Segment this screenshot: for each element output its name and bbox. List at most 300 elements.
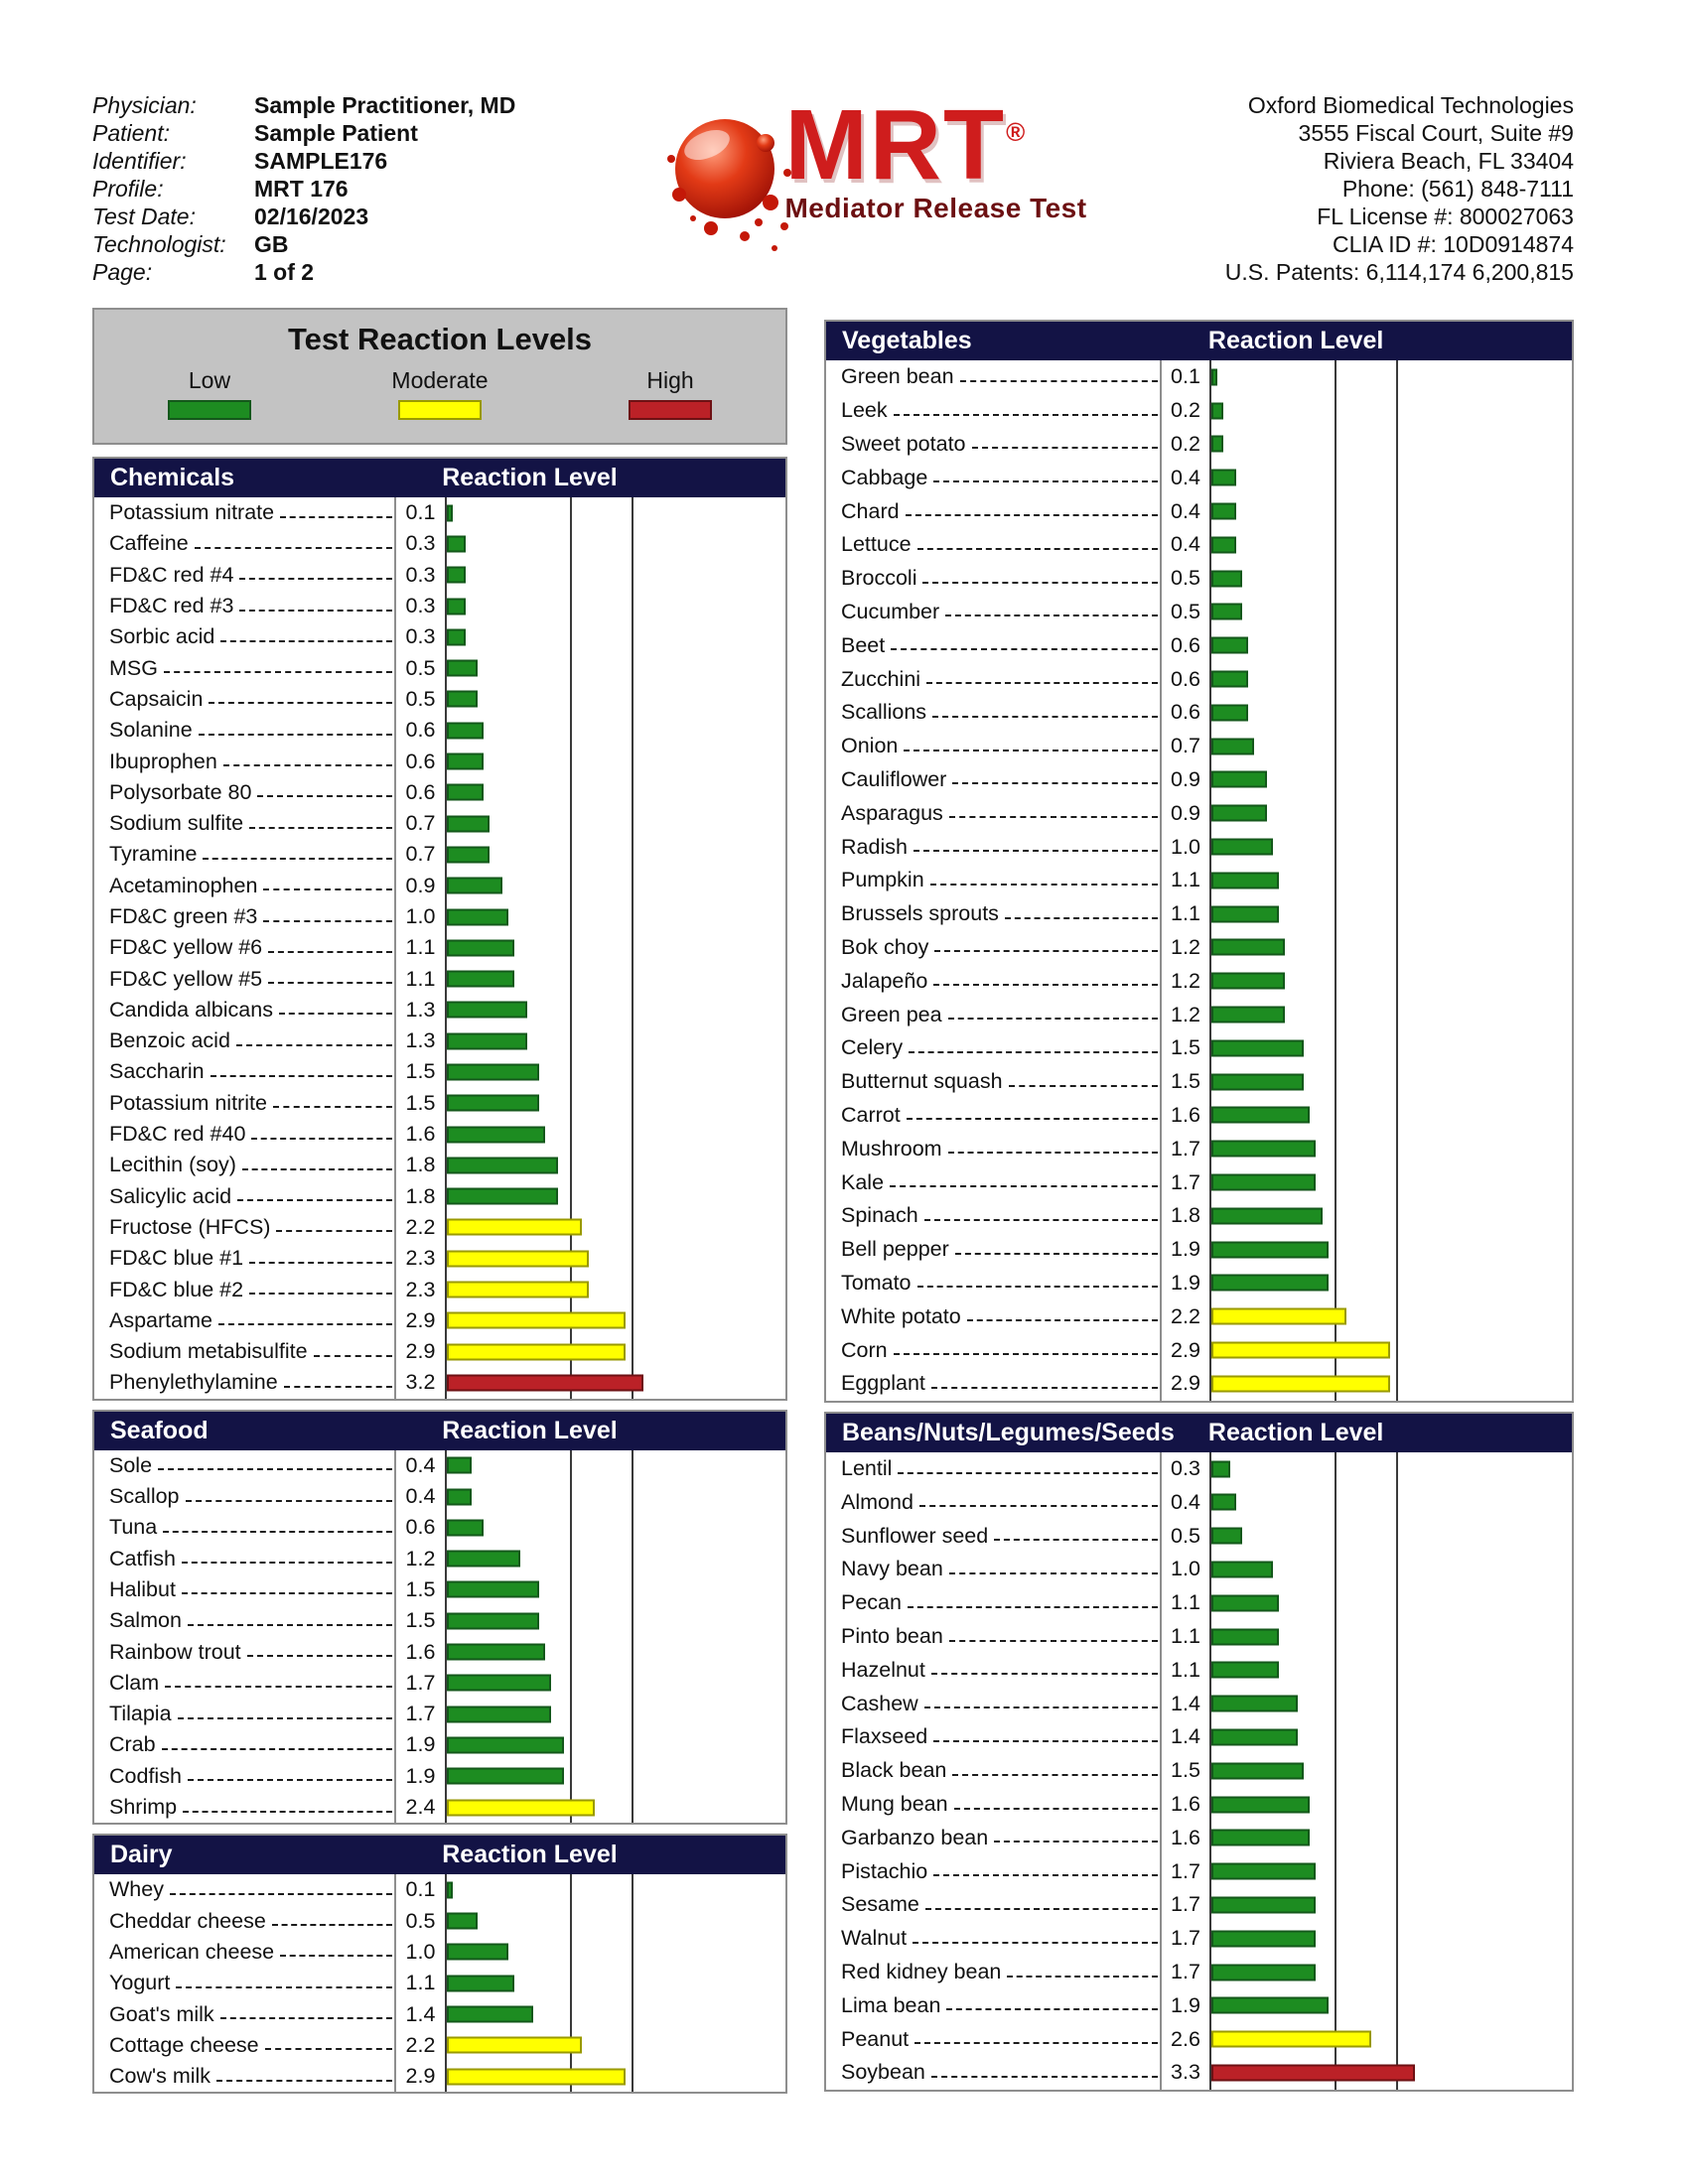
category-section — [92, 1834, 787, 2094]
section-header — [94, 1836, 785, 1874]
item-bar-area — [1211, 360, 1572, 394]
item-name-cell — [94, 2002, 394, 2027]
item-name: Zucchini — [841, 666, 921, 691]
item-name-cell — [826, 633, 1160, 658]
item-bar-area — [447, 932, 785, 963]
item-value: 1.6 — [1160, 1788, 1211, 1822]
dashed-leader — [251, 1138, 392, 1140]
item-name-cell — [826, 801, 1160, 826]
dashed-leader — [220, 640, 392, 642]
item-row — [94, 715, 785, 746]
item-name-cell — [826, 1371, 1160, 1396]
dashed-leader — [239, 578, 392, 580]
dashed-leader — [164, 671, 392, 673]
item-bar-area — [1211, 1267, 1572, 1300]
item-name: Saccharin — [109, 1059, 205, 1084]
item-name: Beet — [841, 632, 886, 657]
reaction-bar — [1211, 839, 1273, 856]
item-row — [826, 1620, 1572, 1654]
reaction-bar — [447, 1706, 551, 1722]
item-row — [826, 964, 1572, 998]
item-name: Walnut — [841, 1926, 908, 1951]
item-bar-area — [1211, 1956, 1572, 1989]
item-name: Yogurt — [109, 1971, 171, 1995]
item-name: Spinach — [841, 1203, 918, 1228]
item-bar-area — [447, 1668, 785, 1699]
reaction-bar — [447, 660, 478, 677]
item-value: 1.5 — [394, 1574, 447, 1605]
item-row — [94, 777, 785, 808]
item-name-cell — [826, 1170, 1160, 1195]
item-row — [826, 1165, 1572, 1199]
dashed-leader — [273, 1106, 392, 1108]
dashed-leader — [284, 1386, 392, 1388]
item-name-cell — [94, 1909, 394, 1934]
reaction-bar — [1211, 973, 1285, 990]
item-name: Shrimp — [109, 1795, 178, 1820]
item-value: 2.6 — [1160, 2022, 1211, 2056]
dashed-leader — [891, 648, 1158, 650]
reaction-bar — [447, 691, 478, 708]
item-name-cell — [826, 398, 1160, 423]
item-bar-area — [447, 901, 785, 932]
item-value: 1.0 — [394, 1937, 447, 1968]
reaction-bar — [1211, 1174, 1316, 1191]
reaction-bar — [447, 722, 484, 739]
mrt-logo — [653, 89, 1087, 271]
item-name-cell — [826, 499, 1160, 524]
item-value: 0.3 — [394, 591, 447, 621]
item-value: 2.3 — [394, 1274, 447, 1304]
item-name-cell — [94, 687, 394, 712]
item-name-cell — [94, 1640, 394, 1665]
reaction-bar — [1211, 671, 1248, 688]
item-name-cell — [826, 901, 1160, 926]
item-bar-area — [447, 963, 785, 994]
reaction-bar — [447, 2037, 582, 2054]
item-value: 2.2 — [1160, 1299, 1211, 1333]
item-value: 1.6 — [394, 1119, 447, 1150]
reaction-bar — [447, 1799, 595, 1816]
category-section — [824, 1412, 1574, 2092]
item-row — [94, 1274, 785, 1304]
item-name-cell — [826, 1203, 1160, 1228]
section-rows — [826, 360, 1572, 1401]
item-name: Garbanzo bean — [841, 1825, 989, 1849]
item-row — [826, 1099, 1572, 1133]
item-value: 1.5 — [1160, 1065, 1211, 1099]
dashed-leader — [1005, 917, 1158, 919]
dashed-leader — [934, 950, 1158, 952]
dashed-leader — [932, 716, 1158, 718]
reaction-bar — [1211, 536, 1236, 553]
dashed-leader — [183, 1811, 392, 1813]
item-name: Solanine — [109, 718, 193, 743]
item-row — [94, 497, 785, 528]
dashed-leader — [972, 447, 1158, 449]
item-value: 1.7 — [1160, 1854, 1211, 1888]
reaction-bar — [1211, 1863, 1316, 1880]
item-bar-area — [447, 1367, 785, 1398]
item-row — [94, 1792, 785, 1823]
dashed-leader — [994, 1841, 1158, 1843]
dashed-leader — [280, 516, 392, 518]
reaction-bar — [1211, 1375, 1390, 1392]
item-value: 1.3 — [394, 1025, 447, 1056]
item-bar-area — [447, 1729, 785, 1760]
lab-contact-block — [1225, 91, 1574, 286]
patient-info-row — [92, 91, 515, 119]
item-name-cell — [826, 1692, 1160, 1716]
item-value: 1.2 — [1160, 964, 1211, 998]
item-value: 0.2 — [1160, 428, 1211, 462]
reaction-bar — [447, 971, 514, 988]
item-bar-area — [447, 1150, 785, 1180]
item-name: Bell pepper — [841, 1237, 949, 1262]
dashed-leader — [924, 1219, 1158, 1221]
item-row — [94, 901, 785, 932]
item-value: 0.1 — [394, 497, 447, 528]
item-bar-area — [447, 497, 785, 528]
item-name-cell — [826, 1456, 1160, 1481]
item-bar-area — [1211, 1452, 1572, 1486]
item-value: 1.6 — [1160, 1099, 1211, 1133]
dashed-leader — [933, 984, 1158, 986]
reaction-level-header: Reaction Level — [442, 464, 618, 491]
item-row — [94, 1243, 785, 1274]
dashed-leader — [948, 1152, 1158, 1154]
dashed-leader — [176, 1986, 392, 1988]
item-bar-area — [1211, 1367, 1572, 1401]
item-bar-area — [1211, 964, 1572, 998]
item-bar-area — [1211, 1988, 1572, 2022]
item-name: FD&C blue #1 — [109, 1246, 244, 1271]
item-name-cell — [94, 1246, 394, 1271]
item-row — [94, 1305, 785, 1336]
item-value: 0.5 — [394, 652, 447, 683]
patient-info-row — [92, 175, 515, 203]
item-bar-area — [447, 1874, 785, 1905]
left-column — [92, 308, 787, 2094]
item-name-cell — [826, 1724, 1160, 1749]
item-name-cell — [94, 1577, 394, 1602]
item-row — [94, 808, 785, 839]
item-value: 2.9 — [394, 1336, 447, 1367]
item-value: 0.9 — [394, 871, 447, 901]
item-bar-area — [1211, 461, 1572, 494]
item-value: 1.0 — [1160, 830, 1211, 864]
report-body — [92, 308, 1574, 2094]
item-name: Jalapeño — [841, 968, 928, 993]
item-name-cell — [94, 1515, 394, 1540]
item-row — [826, 1821, 1572, 1854]
item-name: Tuna — [109, 1515, 158, 1540]
dashed-leader — [933, 1740, 1158, 1742]
item-row — [826, 428, 1572, 462]
item-name-cell — [826, 767, 1160, 792]
item-value: 2.9 — [394, 2061, 447, 2092]
dashed-leader — [237, 1199, 392, 1201]
section-title: Vegetables — [842, 327, 972, 354]
item-value: 1.9 — [394, 1761, 447, 1792]
item-bar-area — [1211, 1922, 1572, 1956]
item-name-cell — [94, 967, 394, 992]
item-row — [94, 1605, 785, 1636]
item-name-cell — [826, 532, 1160, 557]
dashed-leader — [946, 2008, 1158, 2010]
item-value: 1.6 — [1160, 1821, 1211, 1854]
reaction-bar — [1211, 503, 1236, 520]
item-value: 1.3 — [394, 995, 447, 1025]
item-value: 0.7 — [1160, 730, 1211, 763]
item-name-cell — [94, 998, 394, 1023]
item-name-cell — [94, 1547, 394, 1571]
item-name-cell — [94, 1122, 394, 1147]
item-row — [826, 1065, 1572, 1099]
item-value: 1.1 — [394, 932, 447, 963]
item-bar-area — [1211, 796, 1572, 830]
reaction-bar — [447, 1095, 539, 1112]
legend-box — [92, 308, 787, 445]
item-bar-area — [1211, 1653, 1572, 1687]
dashed-leader — [952, 1774, 1158, 1776]
item-row — [826, 494, 1572, 528]
lab-contact-line: U.S. Patents: 6,114,174 6,200,815 — [1224, 259, 1574, 285]
dashed-leader — [931, 1673, 1158, 1675]
reaction-level-header: Reaction Level — [442, 1841, 618, 1869]
item-name: Cashew — [841, 1691, 918, 1715]
dashed-leader — [904, 750, 1158, 751]
item-value: 0.9 — [1160, 763, 1211, 797]
item-name-cell — [94, 904, 394, 929]
item-value: 0.5 — [394, 1905, 447, 1936]
reaction-bar — [447, 1975, 514, 1991]
registered-mark: ® — [1006, 117, 1026, 147]
item-value: 1.6 — [394, 1636, 447, 1667]
dashed-leader — [931, 1387, 1158, 1389]
item-name: Pumpkin — [841, 868, 924, 892]
item-row — [94, 995, 785, 1025]
item-row — [826, 562, 1572, 596]
legend-level — [94, 367, 325, 420]
item-name: Clam — [109, 1670, 160, 1695]
item-name: Hazelnut — [841, 1657, 925, 1682]
item-name-cell — [94, 842, 394, 867]
patient-info-row — [92, 258, 515, 286]
info-label: Technologist: — [92, 231, 226, 257]
item-value: 1.5 — [1160, 1754, 1211, 1788]
item-bar-area — [447, 1699, 785, 1729]
dashed-leader — [280, 1955, 392, 1957]
item-name-cell — [94, 1091, 394, 1116]
item-name-cell — [94, 1702, 394, 1726]
reaction-bar — [1211, 402, 1223, 419]
item-name: FD&C blue #2 — [109, 1277, 244, 1301]
item-name: Brussels sprouts — [841, 901, 999, 926]
item-bar-area — [1211, 1031, 1572, 1065]
info-label: Patient: — [92, 120, 170, 146]
item-name: Tyramine — [109, 842, 198, 867]
item-row — [826, 796, 1572, 830]
dashed-leader — [955, 1253, 1158, 1255]
item-name-cell — [826, 1960, 1160, 1984]
patient-info-block — [92, 91, 515, 286]
item-value: 1.1 — [1160, 1586, 1211, 1620]
reaction-bar — [1211, 2064, 1415, 2081]
item-row — [826, 931, 1572, 965]
item-bar-area — [447, 1544, 785, 1574]
item-name-cell — [826, 935, 1160, 960]
reaction-bar — [1211, 1796, 1310, 1813]
lab-contact-line: Phone: (561) 848-7111 — [1341, 176, 1574, 202]
item-value: 1.8 — [394, 1181, 447, 1212]
item-name-cell — [94, 531, 394, 556]
item-name: Sunflower seed — [841, 1523, 989, 1548]
dashed-leader — [268, 982, 392, 984]
section-rows — [94, 1450, 785, 1824]
item-name-cell — [826, 600, 1160, 624]
item-value: 0.4 — [394, 1450, 447, 1481]
reaction-bar — [447, 753, 484, 770]
dashed-leader — [178, 1717, 392, 1719]
item-name-cell — [94, 2064, 394, 2089]
item-name: MSG — [109, 655, 158, 680]
item-row — [94, 1025, 785, 1056]
dashed-leader — [919, 1505, 1158, 1507]
item-name: Scallions — [841, 700, 927, 725]
item-name-cell — [94, 1278, 394, 1302]
item-bar-area — [447, 1274, 785, 1304]
item-row — [94, 1968, 785, 1998]
dashed-leader — [949, 1572, 1158, 1574]
item-row — [826, 1854, 1572, 1888]
item-name: Salmon — [109, 1608, 182, 1633]
item-name: Onion — [841, 734, 899, 758]
item-row — [826, 1720, 1572, 1754]
item-value: 2.9 — [394, 1305, 447, 1336]
reaction-bar — [1211, 1696, 1298, 1712]
item-row — [826, 1267, 1572, 1300]
item-bar-area — [447, 1243, 785, 1274]
item-name: Green pea — [841, 1002, 942, 1026]
dashed-leader — [272, 1924, 392, 1926]
item-value: 2.9 — [1160, 1333, 1211, 1367]
dashed-leader — [163, 1531, 392, 1533]
section-header — [94, 1412, 785, 1450]
item-name: Radish — [841, 834, 908, 859]
item-name: Potassium nitrate — [109, 500, 275, 525]
item-value: 1.4 — [1160, 1687, 1211, 1720]
item-bar-area — [1211, 1165, 1572, 1199]
item-name: Cucumber — [841, 599, 940, 623]
dashed-leader — [203, 858, 392, 860]
item-row — [826, 1333, 1572, 1367]
item-bar-area — [447, 1481, 785, 1512]
item-value: 0.2 — [1160, 394, 1211, 428]
reaction-bar — [1211, 1997, 1329, 2014]
item-row — [94, 1367, 785, 1398]
item-bar-area — [447, 1119, 785, 1150]
reaction-bar — [447, 598, 466, 614]
item-row — [94, 932, 785, 963]
item-name-cell — [826, 1490, 1160, 1515]
item-row — [94, 591, 785, 621]
logo-title: MRT — [784, 89, 1007, 201]
reaction-bar — [447, 1219, 582, 1236]
item-row — [94, 1336, 785, 1367]
item-name-cell — [94, 718, 394, 743]
item-name-cell — [826, 1137, 1160, 1161]
reaction-bar — [1211, 905, 1279, 922]
item-value: 1.2 — [394, 1544, 447, 1574]
item-name-cell — [826, 835, 1160, 860]
dashed-leader — [220, 2017, 392, 2019]
item-name-cell — [826, 1271, 1160, 1296]
item-name-cell — [826, 1624, 1160, 1649]
item-name: Pinto bean — [841, 1624, 943, 1649]
item-value: 1.5 — [394, 1088, 447, 1119]
reaction-bar — [1211, 470, 1236, 486]
item-row — [94, 1056, 785, 1087]
item-bar-area — [447, 1792, 785, 1823]
item-bar-area — [447, 777, 785, 808]
dashed-leader — [948, 1018, 1158, 1020]
item-row — [94, 746, 785, 776]
item-name-cell — [826, 1338, 1160, 1363]
item-bar-area — [1211, 1854, 1572, 1888]
item-row — [826, 1888, 1572, 1922]
info-value: GB — [254, 231, 289, 257]
item-row — [94, 1874, 785, 1905]
item-name-cell — [94, 1608, 394, 1633]
item-bar-area — [447, 1305, 785, 1336]
item-name: Halibut — [109, 1576, 176, 1601]
dashed-leader — [186, 1500, 392, 1502]
item-value: 1.1 — [1160, 864, 1211, 897]
lab-contact-line: Riviera Beach, FL 33404 — [1323, 148, 1574, 174]
item-bar-area — [447, 1056, 785, 1087]
reaction-bar — [447, 1551, 520, 1568]
item-name: Pecan — [841, 1590, 902, 1615]
item-row — [94, 684, 785, 715]
dashed-leader — [933, 1874, 1158, 1876]
item-bar-area — [447, 746, 785, 776]
dashed-leader — [949, 1640, 1158, 1642]
item-row — [826, 1653, 1572, 1687]
item-name: Flaxseed — [841, 1724, 928, 1749]
item-value: 3.3 — [1160, 2056, 1211, 2090]
item-bar-area — [1211, 1687, 1572, 1720]
item-name-cell — [94, 780, 394, 805]
item-name: Sodium metabisulfite — [109, 1339, 308, 1364]
item-value: 0.5 — [1160, 562, 1211, 596]
item-value: 0.7 — [394, 808, 447, 839]
dashed-leader — [314, 1355, 392, 1357]
item-name: FD&C red #40 — [109, 1122, 246, 1147]
reaction-bar — [447, 1581, 539, 1598]
item-name: Pistachio — [841, 1858, 928, 1883]
item-name: Tilapia — [109, 1702, 172, 1726]
dashed-leader — [914, 2042, 1158, 2044]
item-value: 0.5 — [1160, 596, 1211, 629]
item-name: Sesame — [841, 1892, 919, 1917]
item-row — [826, 1199, 1572, 1233]
item-bar-area — [1211, 696, 1572, 730]
item-bar-area — [447, 1212, 785, 1243]
item-name-cell — [826, 566, 1160, 591]
reaction-bar — [447, 1612, 539, 1629]
item-name: Capsaicin — [109, 686, 204, 711]
